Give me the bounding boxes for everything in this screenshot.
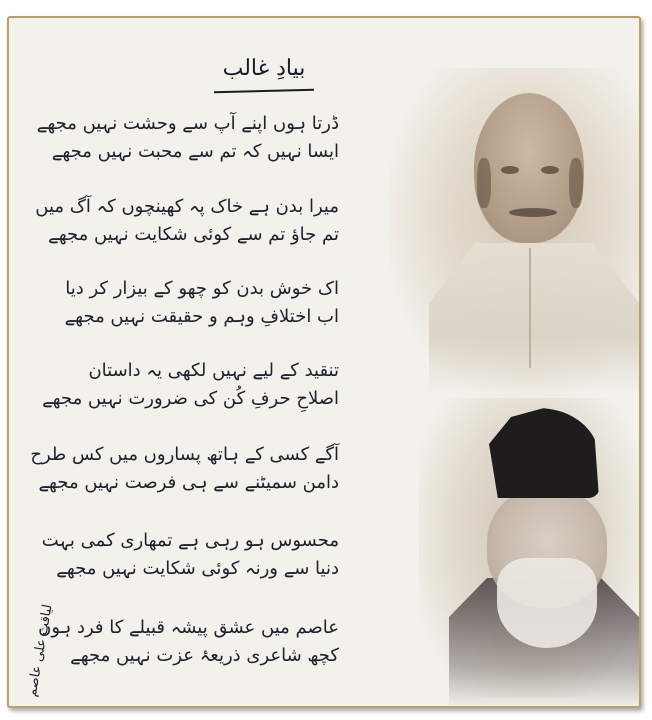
verse-line: دامن سمیٹنے سے ہی فرصت نہیں مجھے [38, 472, 339, 493]
ghalib-portrait-background [419, 398, 639, 698]
poet-hair-right [569, 158, 583, 208]
verse-line: تم جاؤ تم سے کوئی شکایت نہیں مجھے [48, 224, 339, 245]
handwritten-signature: لیاقت علی عاصم [24, 603, 56, 698]
verse-line: دنیا سے ورنہ کوئی شکایت نہیں مجھے [56, 558, 339, 579]
ghalib-cap [489, 408, 599, 498]
poet-shirt [429, 243, 639, 393]
poet-eye-right [541, 166, 559, 174]
verse-line: اک خوش بدن کو چھو کے بیزار کر دیا [65, 278, 339, 299]
verse-line: اب اختلافِ وہم و حقیقت نہیں مجھے [64, 306, 339, 327]
verse-line: ڈرتا ہوں اپنے آپ سے وحشت نہیں مجھے [36, 113, 339, 134]
verse-line: کچھ شاعری ذریعۂ عزت نہیں مجھے [70, 645, 339, 666]
verse-line: محسوس ہو رہی ہے تمھاری کمی بہت [41, 530, 339, 551]
verse-line: تنقید کے لیے نہیں لکھی یہ داستان [88, 360, 339, 381]
poet-portrait-face [474, 93, 584, 243]
shirt-placket [529, 248, 531, 368]
verse-line: عاصم میں عشق پیشہ قبیلے کا فرد ہوں [38, 617, 339, 638]
ghalib-portrait-face [487, 488, 607, 608]
verse-line: اصلاحِ حرفِ کُن کی ضرورت نہیں مجھے [42, 388, 339, 409]
poem-title: بیادِ غالب [222, 56, 306, 81]
title-underline [214, 89, 314, 94]
poet-hair-left [477, 158, 491, 208]
verse-line: آگے کسی کے ہاتھ پساروں میں کس طرح [30, 444, 339, 465]
verse-line: ایسا نہیں کہ تم سے محبت نہیں مجھے [51, 141, 339, 162]
poet-photo-background [389, 68, 639, 398]
poem-card [7, 16, 641, 708]
verse-line: میرا بدن ہے خاک پہ کھینچوں کہ آگ میں [35, 196, 339, 217]
poet-mustache [509, 208, 557, 217]
ghalib-robe [449, 578, 639, 708]
ghalib-beard [497, 558, 597, 648]
poet-eye-left [501, 166, 519, 174]
